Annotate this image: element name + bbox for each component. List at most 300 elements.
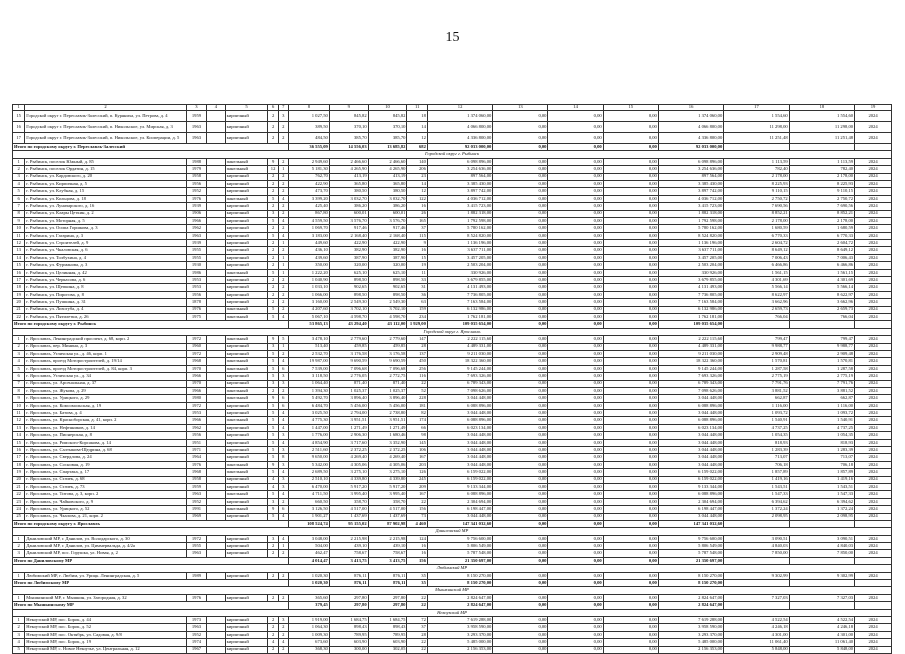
table-cell [207, 424, 225, 431]
table-cell [789, 321, 854, 328]
table-cell: 31 [407, 284, 427, 291]
table-cell: 9 211 030,00 [658, 350, 723, 357]
table-cell: 137 [407, 350, 427, 357]
table-cell: 1969 [186, 513, 206, 520]
total-row [13, 520, 892, 527]
table-cell: 0,00 [603, 639, 658, 646]
table-cell: 106 [407, 447, 427, 454]
table-cell: 1964 [186, 454, 206, 461]
table-cell: 6 [13, 373, 25, 380]
table-cell: 9 133 344,00 [427, 483, 492, 490]
table-cell: 4 [13, 639, 25, 646]
table-cell: 5 [268, 491, 278, 498]
table-cell: кирпичный [225, 210, 268, 217]
table-cell: Итого по городскому округу г. Ярославль [13, 520, 289, 527]
table-cell: Даниловский МР, пос. Горушка, ул. Новая, д. 2 [25, 550, 186, 557]
table-row [13, 447, 892, 454]
table-cell: 2024 [855, 491, 892, 498]
table-cell: 6 [278, 395, 288, 402]
table-cell: 17 [13, 133, 25, 144]
table-cell: 9 [407, 240, 427, 247]
table-cell: 5 [268, 365, 278, 372]
table-row [13, 313, 892, 320]
table-cell: 3 702,10 [329, 306, 368, 313]
table-cell [207, 269, 225, 276]
table-cell [207, 387, 225, 394]
table-cell: 766,04 [724, 313, 789, 320]
table-cell: 5 342,00 [288, 461, 329, 468]
table-cell: 7 539,00 [288, 365, 329, 372]
table-cell: 9 211 030,00 [427, 350, 492, 357]
table-cell: 21 350 697,00 [427, 557, 492, 564]
table-row [13, 454, 892, 461]
table-cell: 1930 [186, 262, 206, 269]
table-cell: 4 [278, 469, 288, 476]
table-cell: 3 413,75 [329, 557, 368, 564]
table-cell [724, 321, 789, 328]
table-cell: 2 215,98 [329, 535, 368, 542]
table-cell: 0,00 [603, 247, 658, 254]
table-cell: 845,82 [368, 111, 407, 122]
table-cell: кирпичный [225, 350, 268, 357]
table-cell: 386,20 [368, 203, 407, 210]
table-row [13, 410, 892, 417]
table-cell: 0,00 [603, 387, 658, 394]
table-cell: 4 598,70 [368, 313, 407, 320]
table-cell: 3 044 448,00 [427, 461, 492, 468]
table-cell: 713,07 [789, 454, 854, 461]
table-cell: г. Рыбинск, поселок Южный, д. 85 [25, 158, 186, 165]
table-cell: 1968 [186, 358, 206, 365]
table-cell: 16 [407, 543, 427, 550]
table-cell: 2024 [855, 380, 892, 387]
table-cell: 9 133 344,00 [658, 483, 723, 490]
table-cell: 0,00 [548, 461, 603, 468]
table-cell: 5 [13, 646, 25, 653]
table-cell: 2 775,19 [724, 373, 789, 380]
table-cell: кирпичный [225, 424, 268, 431]
table-cell: 256 [407, 365, 427, 372]
table-cell: 0,00 [493, 402, 548, 409]
table-row [13, 550, 892, 557]
table-cell: 0,00 [548, 631, 603, 638]
table-cell: 1 [278, 543, 288, 550]
table-cell: 1972 [186, 402, 206, 409]
table-cell: 513,40 [288, 343, 329, 350]
table-cell: 1963 [186, 122, 206, 133]
table-cell: 1 [13, 594, 25, 601]
table-row [13, 262, 892, 269]
table-cell: 6 394,62 [724, 498, 789, 505]
table-cell: г. Ярославль, пер. Минина, д. 3 [25, 343, 186, 350]
table-cell: г. Ярославль, ул. Сосновая, д. 19 [25, 461, 186, 468]
table-cell: 0,00 [603, 306, 658, 313]
table-row [13, 284, 892, 291]
table-cell: 4 [278, 417, 288, 424]
table-cell: 1 554,60 [724, 111, 789, 122]
table-cell: 1976 [186, 594, 206, 601]
table-cell: 9 [13, 217, 25, 224]
table-cell: 6 [278, 365, 288, 372]
table-cell: 37 [407, 225, 427, 232]
table-cell: 1 882 318,00 [658, 210, 723, 217]
table-cell: 4 489 331,00 [427, 343, 492, 350]
table-cell: 1970 [186, 380, 206, 387]
table-cell: 4 301,69 [724, 277, 789, 284]
table-cell: панельный [225, 195, 268, 202]
table-cell: 0,00 [548, 313, 603, 320]
table-cell: 5 787 548,00 [658, 550, 723, 557]
table-cell: 0,00 [493, 424, 548, 431]
table-cell: 1971 [186, 447, 206, 454]
table-cell: 3 415 723,00 [658, 203, 723, 210]
table-cell: 1953 [186, 277, 206, 284]
table-cell: 3 044 448,00 [658, 410, 723, 417]
table-cell: 0,00 [548, 210, 603, 217]
table-cell: 4 517,00 [329, 506, 368, 513]
table-cell [207, 461, 225, 468]
table-cell: 706,18 [789, 461, 854, 468]
table-cell: 3 [13, 550, 25, 557]
table-cell: 3 044 448,00 [658, 395, 723, 402]
table-cell: 2 [13, 166, 25, 173]
table-cell: 297,80 [329, 602, 368, 609]
table-cell: 0,00 [603, 543, 658, 550]
table-cell: 2 [268, 299, 278, 306]
table-cell [207, 299, 225, 306]
table-cell: 95 155,02 [329, 520, 368, 527]
table-cell: 462,47 [288, 550, 329, 557]
table-cell: 18 322 360,00 [427, 358, 492, 365]
table-cell: 7 619 288,00 [427, 617, 492, 624]
table-cell: 1 [13, 535, 25, 542]
table-row [13, 173, 892, 180]
table-cell: 4 [278, 639, 288, 646]
table-cell: 1 762 181,00 [658, 313, 723, 320]
table-cell: 109 035 654,00 [658, 321, 723, 328]
table-cell: кирпичный [225, 432, 268, 439]
table-cell: 9 756 600,00 [658, 535, 723, 542]
table-cell: 0,00 [603, 520, 658, 527]
table-cell: 1972 [186, 350, 206, 357]
table-cell: 63 [407, 299, 427, 306]
table-cell [207, 262, 225, 269]
table-cell: 0,00 [548, 247, 603, 254]
table-cell: 459,85 [368, 343, 407, 350]
table-cell: 2 [278, 203, 288, 210]
table-cell: 2024 [855, 410, 892, 417]
table-cell: 1 570,81 [724, 358, 789, 365]
table-cell: 3 951,51 [329, 417, 368, 424]
table-cell: панельный [225, 269, 268, 276]
table-cell: 782,40 [789, 166, 854, 173]
table-cell: 0,00 [493, 461, 548, 468]
table-cell: 358,70 [329, 498, 368, 505]
table-cell: 1 020,30 [288, 572, 329, 579]
table-cell: 3 413,75 [368, 557, 407, 564]
table-cell: 10 [13, 402, 25, 409]
table-cell: 0,00 [548, 417, 603, 424]
table-cell: 358,70 [368, 498, 407, 505]
table-row [13, 432, 892, 439]
table-cell: 36 555,09 [288, 144, 329, 151]
table-cell: 159 [407, 306, 427, 313]
table-cell: 3 025,50 [288, 410, 329, 417]
table-cell: кирпичный [225, 122, 268, 133]
table-cell: 0,00 [493, 439, 548, 446]
table-cell: 0,00 [548, 617, 603, 624]
table-cell: 5 [268, 269, 278, 276]
table-cell: 1958 [186, 173, 206, 180]
section-heading-row [13, 151, 892, 158]
table-cell [207, 550, 225, 557]
table-cell: 1970 [186, 365, 206, 372]
table-cell: 818,93 [789, 439, 854, 446]
table-cell: 1 [278, 254, 288, 261]
table-row [13, 506, 892, 513]
table-cell: 11 [407, 269, 427, 276]
table-cell: 2024 [855, 402, 892, 409]
table-cell: 3 [278, 111, 288, 122]
table-cell: 2024 [855, 513, 892, 520]
table-row [13, 277, 892, 284]
table-cell: 8 622,97 [724, 291, 789, 298]
table-cell: 3 352,90 [368, 439, 407, 446]
table-cell: 1 857,89 [789, 469, 854, 476]
table-cell: 8 150 270,00 [427, 580, 492, 587]
total-row [13, 602, 892, 609]
table-cell: 5 492,70 [288, 395, 329, 402]
table-cell: 297,80 [329, 594, 368, 601]
table-cell: 1 901,27 [288, 513, 329, 520]
table-cell: 203 [407, 461, 427, 468]
table-cell: 36 [407, 291, 427, 298]
table-cell: 603,90 [368, 639, 407, 646]
table-cell: 5 [268, 232, 278, 239]
table-cell: Городской округ г. Рыбинск [13, 151, 892, 158]
table-cell: 7 791,76 [789, 380, 854, 387]
table-cell [207, 195, 225, 202]
table-cell: 1963 [186, 491, 206, 498]
table-cell [207, 133, 225, 144]
table-cell: 9 110,15 [724, 188, 789, 195]
table-cell: 4 [278, 424, 288, 431]
table-cell: 5 [268, 313, 278, 320]
table-cell: 0,00 [493, 395, 548, 402]
table-cell: 1 066,00 [288, 291, 329, 298]
table-cell: 0,00 [548, 321, 603, 328]
table-cell: 2 503 204,00 [427, 262, 492, 269]
table-cell: 15 [407, 254, 427, 261]
table-row [13, 498, 892, 505]
table-cell: 5 [278, 336, 288, 343]
table-cell: 4 269,40 [329, 454, 368, 461]
table-row [13, 572, 892, 579]
table-cell: 0,00 [548, 498, 603, 505]
table-cell: 14 [13, 254, 25, 261]
table-cell [207, 572, 225, 579]
table-cell: г. Рыбинск, ул. Щепкина, д. 8 [25, 284, 186, 291]
table-cell: 1953 [186, 410, 206, 417]
table-cell: 2 [268, 188, 278, 195]
table-cell: 2 [278, 180, 288, 187]
table-cell [207, 336, 225, 343]
table-cell: 35 [407, 572, 427, 579]
table-cell: 0,00 [548, 543, 603, 550]
table-cell: 3 637 711,00 [658, 247, 723, 254]
table-cell: кирпичный [225, 232, 268, 239]
table-cell: 600,01 [329, 210, 368, 217]
table-cell: 1974 [186, 639, 206, 646]
table-cell: 2 510,10 [288, 476, 329, 483]
table-cell [207, 483, 225, 490]
table-cell: 439,10 [329, 543, 368, 550]
table-cell: 0,00 [493, 343, 548, 350]
table-row [13, 461, 892, 468]
table-cell: 762,70 [288, 173, 329, 180]
table-cell: 3 090,51 [724, 535, 789, 542]
table-cell: 2 [278, 387, 288, 394]
table-cell: панельный [225, 506, 268, 513]
table-cell: 625,10 [368, 269, 407, 276]
table-cell: 370,10 [368, 122, 407, 133]
table-cell: 4 339,80 [368, 476, 407, 483]
table-cell: 22 [13, 313, 25, 320]
table-cell: 876,11 [329, 580, 368, 587]
table-cell: 15 [13, 111, 25, 122]
table-cell: 1966 [186, 373, 206, 380]
table-cell: 92 033 000,00 [427, 144, 492, 151]
table-cell: 1966 [186, 417, 206, 424]
table-cell: кирпичный [225, 180, 268, 187]
table-cell: 0,00 [603, 343, 658, 350]
table-cell: 0,00 [603, 506, 658, 513]
table-cell: 902,65 [329, 284, 368, 291]
table-cell: 4 066 800,00 [658, 122, 723, 133]
table-cell: 6 023 134,00 [658, 424, 723, 431]
table-row [13, 133, 892, 144]
table-cell: 0,00 [603, 402, 658, 409]
table-cell: 11 [407, 105, 427, 111]
table-cell [207, 498, 225, 505]
table-cell: 484,50 [288, 133, 329, 144]
table-cell: 2024 [855, 476, 892, 483]
table-row [13, 358, 892, 365]
table-cell: 0,00 [548, 173, 603, 180]
table-cell: 4 [268, 476, 278, 483]
table-cell: 3 385 430,00 [658, 180, 723, 187]
table-cell [207, 166, 225, 173]
table-cell: 2 511,60 [288, 447, 329, 454]
table-cell: 436,10 [288, 247, 329, 254]
table-cell: Некоузский МР, пос. Борок, д. 44 [25, 617, 186, 624]
table-cell: 2 [268, 122, 278, 133]
table-cell: 8 225,93 [789, 180, 854, 187]
table-cell: Итого по городскому округу г. Переславль-Залесский [13, 144, 289, 151]
table-cell: 0,00 [493, 506, 548, 513]
table-cell: 9 [268, 461, 278, 468]
table-row [13, 624, 892, 631]
table-cell: 2 775,19 [789, 373, 854, 380]
table-cell: 0,00 [493, 291, 548, 298]
table-cell: 2 [278, 158, 288, 165]
table-cell: 7 619 288,00 [658, 617, 723, 624]
table-cell: 7 690,56 [789, 203, 854, 210]
table-cell: 3 044 448,00 [427, 447, 492, 454]
table-cell [789, 520, 854, 527]
table-cell: г. Ярославль, ул. Чкалова, д. 21, корп. 2 [25, 513, 186, 520]
table-cell: 9 [268, 158, 278, 165]
table-cell: 3 044 448,00 [427, 410, 492, 417]
table-cell: 387,90 [329, 254, 368, 261]
table-cell: 0,00 [548, 195, 603, 202]
table-cell: 0,00 [493, 617, 548, 624]
table-cell: 0,00 [603, 180, 658, 187]
table-cell: 0,00 [493, 380, 548, 387]
table-cell: 2 304 694,00 [658, 498, 723, 505]
table-cell [207, 402, 225, 409]
table-cell: 4 265,90 [368, 166, 407, 173]
table-cell: кирпичный [225, 617, 268, 624]
table-cell: кирпичный [225, 594, 268, 601]
table-cell: 2 949,60 [288, 158, 329, 165]
table-row [13, 469, 892, 476]
table-cell: 413,19 [329, 173, 368, 180]
table-cell: 4 339,80 [329, 476, 368, 483]
table-cell: 8 150 270,00 [658, 580, 723, 587]
table-cell: 167 [407, 454, 427, 461]
table-cell: 0,00 [603, 631, 658, 638]
table-cell [207, 594, 225, 601]
table-cell: 758,67 [329, 550, 368, 557]
table-cell: 0,00 [493, 454, 548, 461]
table-cell [207, 365, 225, 372]
table-cell: 382,90 [368, 247, 407, 254]
table-cell: 234 [407, 313, 427, 320]
table-cell: 2 906,30 [329, 432, 368, 439]
table-cell: 0,00 [603, 550, 658, 557]
table-cell: 0,00 [493, 572, 548, 579]
table-cell: 7 736 805,00 [658, 291, 723, 298]
table-cell: 2024 [855, 173, 892, 180]
table-cell: 0,00 [548, 133, 603, 144]
table-cell: 871,40 [368, 380, 407, 387]
table-cell: 4 336 800,00 [658, 133, 723, 144]
table-cell: 1973 [186, 617, 206, 624]
table-cell [207, 395, 225, 402]
table-cell: Мышкинский МР, г. Мышкин, ул. Загородная, д. 32 [25, 594, 186, 601]
table-cell: г. Ярославль, Угличская ул., д. 34 [25, 373, 186, 380]
table-cell: 5 [13, 188, 25, 195]
table-cell: 7 006,43 [789, 254, 854, 261]
table-cell: 9 988,77 [789, 343, 854, 350]
table-cell: 2 [278, 646, 288, 653]
table-cell: 3 457 205,00 [658, 254, 723, 261]
table-cell: 0,00 [548, 122, 603, 133]
table-cell [855, 557, 892, 564]
table-cell: 389,50 [288, 122, 329, 133]
table-cell: 917,46 [368, 225, 407, 232]
table-cell: г. Рыбинск, ул. Пятилетки, д. 26 [25, 313, 186, 320]
table-cell: 0,00 [548, 358, 603, 365]
table-cell: 1 437,69 [329, 513, 368, 520]
table-cell: 3 958 590,00 [427, 624, 492, 631]
table-cell: 0,00 [603, 254, 658, 261]
table-cell: 8 225,93 [724, 180, 789, 187]
table-cell: 0,00 [548, 291, 603, 298]
table-cell: 2024 [855, 343, 892, 350]
table-cell: 1 394,30 [288, 387, 329, 394]
